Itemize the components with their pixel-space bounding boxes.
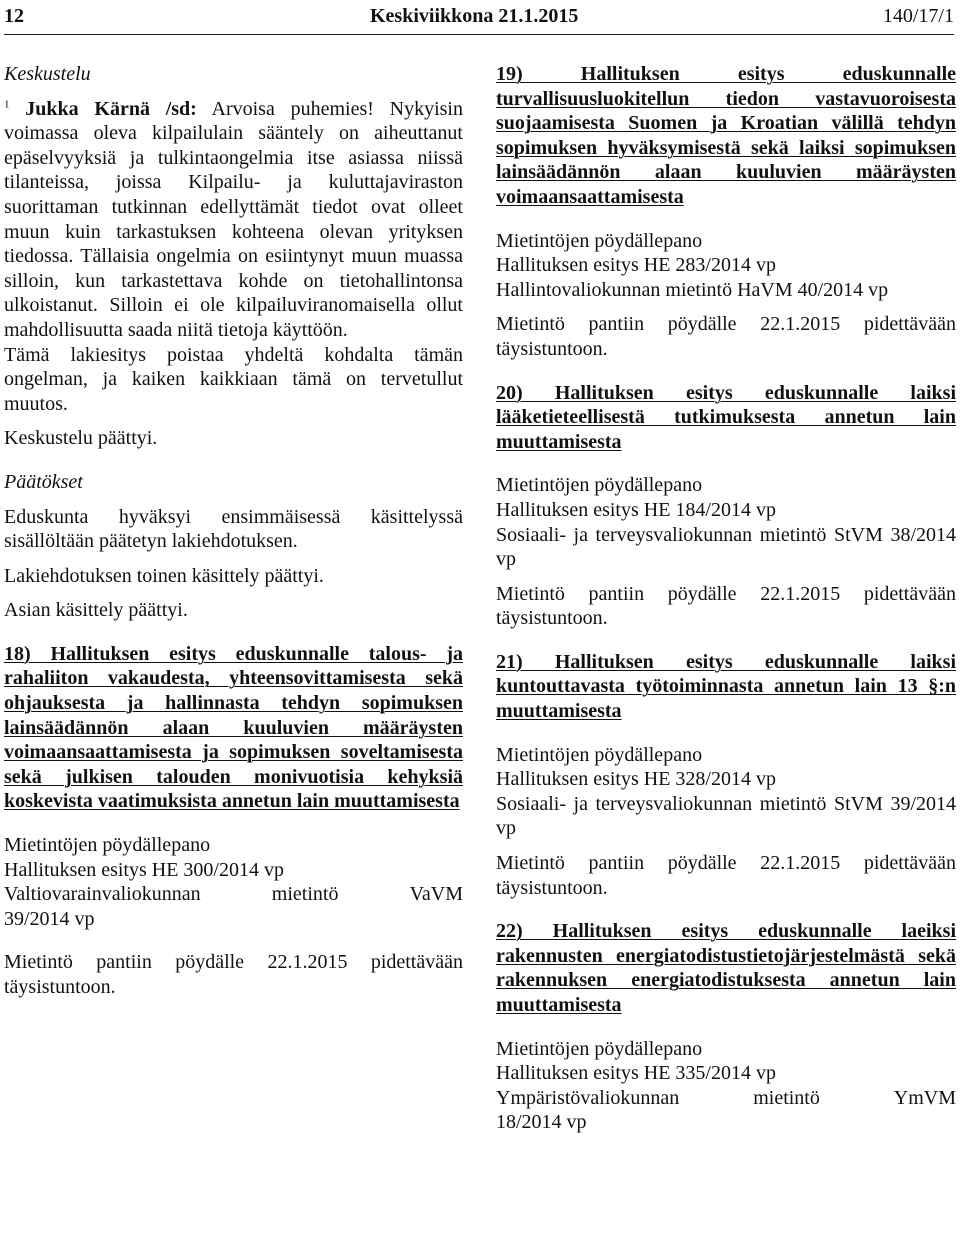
item-22-government-proposal: Hallituksen esitys HE 335/2014 vp <box>496 1062 776 1085</box>
item-18-title: 18) Hallituksen esitys eduskunnalle talous- ja rahaliiton vakaudesta, yhteensovittamisesta sekä ohjauksesta ja hallinnasta tehdyn sopimuksen lainsäädännön alaan kuuluvien määräysten voimaansaattamisesta ja sopimuksen soveltamisesta sekä julkisen talouden monivuotisia kehyksiä koskevista vaatimuksista annetun lain muuttamisesta <box>4 642 463 813</box>
item-18-decision: Mietintö pantiin pöydälle 22.1.2015 pidettävään täysistuntoon. <box>4 951 463 998</box>
decisions-heading: Päätökset <box>4 470 83 493</box>
discussion-ended: Keskustelu päättyi. <box>4 427 158 450</box>
matter-ended: Asian käsittely päättyi. <box>4 599 188 622</box>
left-column <box>4 54 463 1000</box>
item-21-decision: Mietintö pantiin pöydälle 22.1.2015 pidettävään täysistuntoon. <box>496 852 956 899</box>
page-number: 12 <box>4 5 24 27</box>
item-22-committee-number: 18/2014 vp <box>496 1111 587 1134</box>
item-22-committee-report: Ympäristövaliokunnan mietintö YmVM <box>496 1086 956 1109</box>
page-header <box>4 0 954 35</box>
item-19-committee-report: Hallintovaliokunnan mietintö HaVM 40/2014 vp <box>496 278 889 301</box>
right-column <box>496 54 956 1135</box>
item-19-government-proposal: Hallituksen esitys HE 283/2014 vp <box>496 254 776 277</box>
item-19-tabled-label: Mietintöjen pöydällepano <box>496 229 703 252</box>
item-21-committee-report: Sosiaali- ja terveysvaliokunnan mietintö StVM 39/2014 vp <box>496 792 956 840</box>
discussion-heading: Keskustelu <box>4 63 91 85</box>
speech-text-1: Arvoisa puhemies! Nykyisin voimassa oleva kilpailulain sääntely on aiheuttanut epäselvyyksiä ja tulkintaongelmia itse asiassa niissä tilanteissa, joissa Kilpailu- ja kuluttajaviraston suorittaman tutkinnan edellyttämät tiedot ovat olleet muun kuin tarkastuksen kohteena olevan yrityksen tiedossa. Tällaisia ongelmia on esiintynyt muun muassa silloin, kun tarkastettava kohde on tietohallintonsa ulkoistanut. Silloin ei ole kilpailuviranomaisella ollut mahdollisuutta saada niitä tietoja käyttöön. <box>4 97 463 341</box>
item-20-committee-report: Sosiaali- ja terveysvaliokunnan mietintö StVM 38/2014 vp <box>496 523 956 571</box>
item-21-title: 21) Hallituksen esitys eduskunnalle laiksi kuntouttavasta työtoiminnasta annetun lain 13 §:n muuttamisesta <box>496 650 956 723</box>
item-22-tabled-label: Mietintöjen pöydällepano <box>496 1037 703 1060</box>
record-id: 140/17/1 <box>882 5 954 27</box>
speaker-footnote-marker: 1 <box>4 97 10 110</box>
item-20-decision: Mietintö pantiin pöydälle 22.1.2015 pidettävään täysistuntoon. <box>496 582 956 630</box>
item-18-tabled-label: Mietintöjen pöydällepano <box>4 834 211 857</box>
item-20-tabled-label: Mietintöjen pöydällepano <box>496 474 703 497</box>
decision-text: Eduskunta hyväksyi ensimmäisessä käsittelyssä sisällöltään päätetyn lakiehdotuksen. <box>4 505 463 553</box>
item-20-government-proposal: Hallituksen esitys HE 184/2014 vp <box>496 498 776 521</box>
session-date: Keskiviikkona 21.1.2015 <box>370 5 579 27</box>
item-19-title: 19) Hallituksen esitys eduskunnalle turvallisuusluokitellun tiedon vastavuoroisesta suojaamisesta Suomen ja Kroatian välillä tehdyn sopimuksen hyväksymisestä sekä laiksi sopimuksen lainsäädännön alaan kuuluvien määräysten voimaansaattamisesta <box>496 63 956 208</box>
item-18-government-proposal: Hallituksen esitys HE 300/2014 vp <box>4 858 284 881</box>
item-22-title: 22) Hallituksen esitys eduskunnalle laeiksi rakennusten energiatodistustietojärjestelmästä sekä rakennuksen energiatodistuksesta annetun lain muuttamisesta <box>496 920 956 1016</box>
item-18-committee-report: Valtiovarainvaliokunnan mietintö VaVM <box>4 883 463 906</box>
item-19-decision: Mietintö pantiin pöydälle 22.1.2015 pidettävään täysistuntoon. <box>496 313 956 360</box>
item-21-government-proposal: Hallituksen esitys HE 328/2014 vp <box>496 768 776 791</box>
speech-paragraph-2: Tämä lakiesitys poistaa yhdeltä kohdalta tämän ongelman, ja kaiken kaikkiaan tämä on tervetullut muutos. <box>4 343 463 415</box>
item-18-committee-number: 39/2014 vp <box>4 907 95 930</box>
second-reading-ended: Lakiehdotuksen toinen käsittely päättyi. <box>4 564 324 587</box>
speaker-name: Jukka Kärnä /sd: <box>25 97 197 120</box>
item-21-tabled-label: Mietintöjen pöydällepano <box>496 743 703 766</box>
speech-paragraph-1 <box>4 97 463 343</box>
item-20-title: 20) Hallituksen esitys eduskunnalle laiksi lääketieteellisestä tutkimuksesta annetun lain muuttamisesta <box>496 381 956 453</box>
